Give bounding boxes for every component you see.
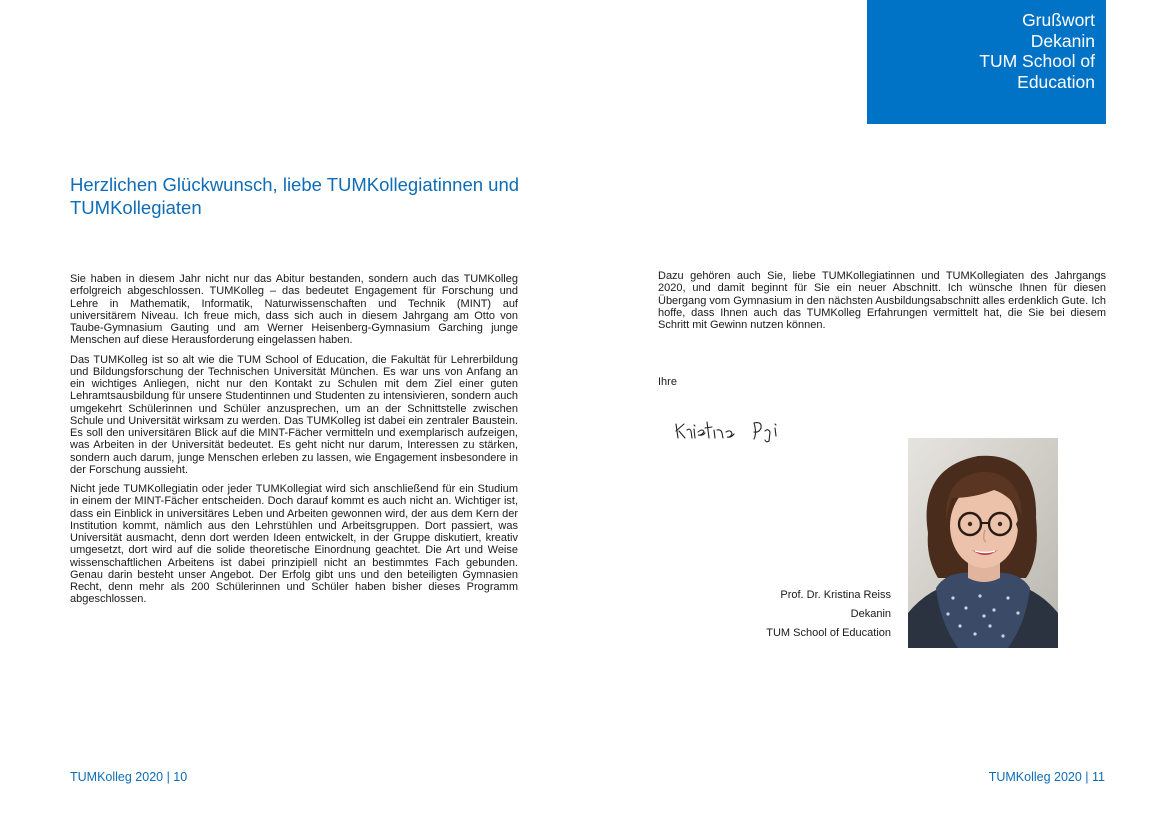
section-label-line-2: Dekanin xyxy=(1030,30,1095,51)
section-label-line-4: Education xyxy=(1017,71,1095,92)
paragraph: Nicht jede TUMKollegiatin oder jeder TUMKollegiat wird sich anschließend für ein Studium in einem der MINT-Fächer entscheiden. Doch darauf kommt es auch nicht an. Wichtiger ist, dass ein Einblick in universitäres Leben und Arbeiten gewonnen wird, der aus dem Kern der Institution kommt, nämlich aus den Lehrstühlen und Arbeitsgruppen. Dort passiert, was Universität ausmacht, denn dort werden Ideen entwickelt, in der Gruppe diskutiert, kreativ umgesetzt, dort wird auf die solide theoretische Einordnung geachtet. Die Art und Weise wissenschaftlichen Arbeitens ist dabei prinzipiell nicht an bestimmtes Fach gebunden. Genau darin besteht unser Angebot. Der Erfolg gibt uns und den beteiligten Gymnasien Recht, denn mehr als 200 Schülerinnen und Schüler haben bisher dieses Programm abgeschlossen. xyxy=(70,483,518,606)
section-label-line-3: TUM School of xyxy=(979,51,1095,71)
portrait-photo xyxy=(908,438,1058,648)
paragraph: Dazu gehören auch Sie, liebe TUMKollegiatinnen und TUMKollegiaten des Jahrgangs 2020, und damit beginnt für Sie ein neuer Abschnitt. Ich wünsche Ihnen für diesen Übergang vom Gymnasium in den nächsten Ausbildungsabschnitt alles erdenklich Gute. Ich hoffe, dass Ihnen auch das TUMKolleg Erfahrungen vermittelt hat, die Sie bei diesem Schritt mit Gewinn nutzen können. xyxy=(658,270,1106,331)
signature-block xyxy=(766,586,891,643)
paragraph: Das TUMKolleg ist so alt wie die TUM School of Education, die Fakultät für Lehrerbildung und Bildungsforschung der Technischen Universität München. Es war uns von Anfang an ein wichtiges Anliegen, nicht nur den Kontakt zu Schulen mit dem Ziel einer guten Lehramtsausbildung für unsere Studentinnen und Studenten zu intensivieren, sondern auch umgekehrt Schülerinnen und Schüler anzusprechen, um an der Schnittstelle zwischen Schule und Universität wirksam zu werden. Das TUMKolleg ist dabei ein zentraler Baustein. Es soll den universitären Blick auf die MINT-Fächer vermitteln und exemplarisch aufzeigen, was Arbeiten in der Universität bedeutet. Es geht nicht nur darum, Interessen zu stärken, sondern auch darum, junge Menschen erleben zu lassen, wie Engagement insbesondere in der Forschung aussieht. xyxy=(70,353,518,476)
signatory-institution: TUM School of Education xyxy=(766,627,891,639)
right-text-column xyxy=(658,270,1106,338)
signatory-role: Dekanin xyxy=(850,608,891,620)
signatory-name: Prof. Dr. Kristina Reiss xyxy=(780,589,891,601)
section-label-line-1: Grußwort xyxy=(1022,10,1095,30)
page-headline: Herzlichen Glückwunsch, liebe TUMKollegiatinnen und TUMKollegiaten xyxy=(70,174,520,218)
handwritten-signature xyxy=(672,414,792,449)
footer-page-right: TUMKolleg 2020 | 11 xyxy=(988,770,1105,784)
left-text-column xyxy=(70,273,518,613)
closing-salutation: Ihre xyxy=(658,376,677,388)
section-label-box xyxy=(867,0,1106,124)
footer-page-left: TUMKolleg 2020 | 10 xyxy=(70,770,188,784)
paragraph: Sie haben in diesem Jahr nicht nur das Abitur bestanden, sondern auch das TUMKolleg erfolgreich abgeschlossen. TUMKolleg – das bedeutet Engagement für Forschung und Lehre in Mathematik, Informatik, Naturwissenschaften und Technik (MINT) auf universitärem Niveau. Ich freue mich, dass sich auch in diesem Jahrgang am Otto von Taube-Gymnasium Gauting und am Werner Heisenberg-Gymnasium Garching junge Menschen auf diese Herausforderung eingelassen haben. xyxy=(70,273,518,347)
